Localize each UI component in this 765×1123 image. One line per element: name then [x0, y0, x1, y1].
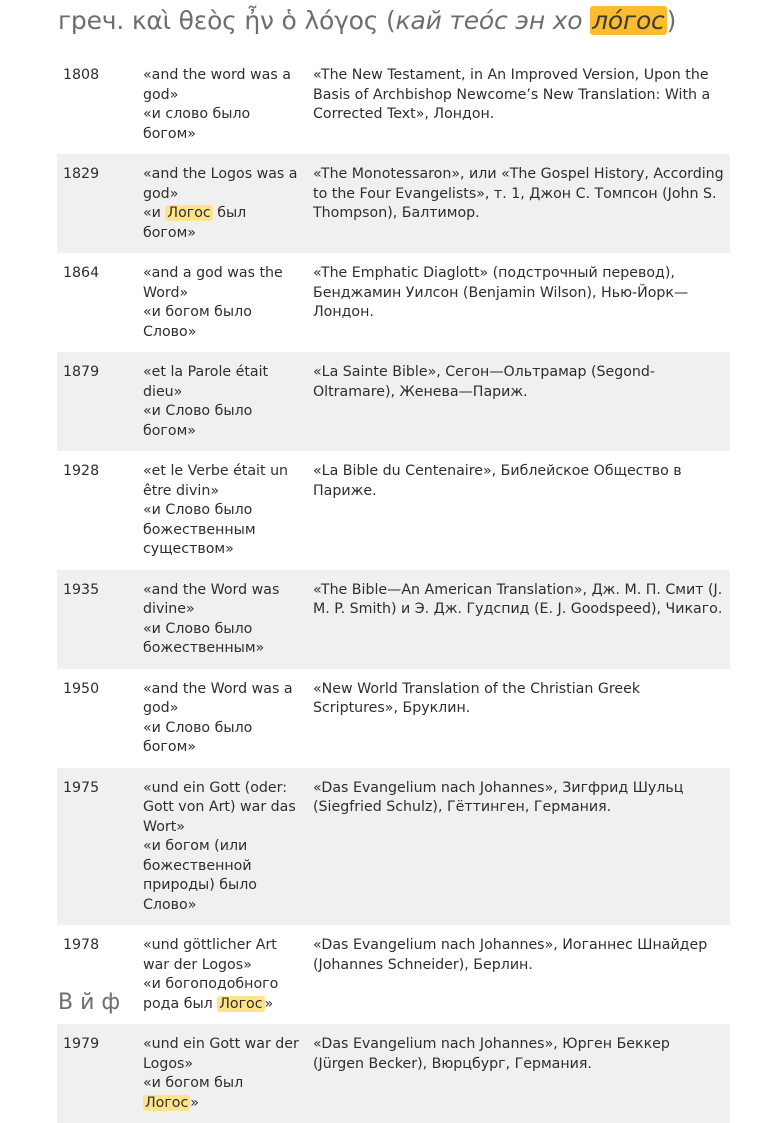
source-cell: «Das Evangelium nach Johannes», Юрген Беккер (Jürgen Becker), Вюрцбург, Германия. — [307, 1024, 730, 1123]
original-text: «und göttlicher Art war der Logos» — [143, 937, 277, 973]
russian-text: «и Слово было богом» — [143, 719, 253, 755]
original-text: «et la Parole était dieu» — [143, 364, 269, 400]
russian-text: «и Слово было божественным» — [143, 620, 265, 656]
original-text: «und ein Gott war der Logos» — [143, 1036, 299, 1072]
russian-text: «и богоподобного рода был — [143, 976, 279, 1012]
translation-cell — [137, 451, 307, 570]
translations-table — [57, 55, 730, 1123]
russian-translation — [143, 837, 301, 915]
source-cell: «La Sainte Bible», Сегон—Ольтрамар (Segond-Oltramare), Женева—Париж. — [307, 352, 730, 451]
translation-cell — [137, 352, 307, 451]
source-cell: «Das Evangelium nach Johannes», Зигфрид Шульц (Siegfried Schulz), Гёттинген, Германия. — [307, 768, 730, 926]
translation-cell — [137, 925, 307, 1024]
source-cell: «La Bible du Centenaire», Библейское Общество в Париже. — [313, 463, 682, 499]
russian-translation — [143, 620, 301, 659]
russian-text: «и богом было Слово» — [143, 304, 252, 340]
original-text: «and the Word was a god» — [143, 680, 293, 716]
translation-cell — [137, 55, 307, 154]
year-cell: 1829 — [57, 154, 137, 253]
logos-highlight: Логос — [145, 1094, 189, 1111]
table-row — [57, 925, 730, 1024]
russian-translation — [143, 303, 301, 342]
table-row — [57, 768, 730, 926]
russian-translation — [143, 402, 301, 441]
russian-translation — [143, 105, 301, 144]
translation-cell — [137, 1024, 307, 1123]
table-row — [57, 669, 730, 768]
translation-cell — [137, 570, 307, 669]
russian-text: «и богом (или божественной природы) было Слово» — [143, 838, 257, 913]
original-text: «and the Word was divine» — [143, 581, 280, 617]
year-cell: 1935 — [57, 570, 137, 669]
russian-text-end: » — [264, 995, 274, 1012]
russian-translation — [143, 1074, 301, 1113]
year-cell: 1979 — [57, 1024, 137, 1123]
year-cell: 1808 — [63, 67, 100, 83]
original-text: «and a god was the Word» — [143, 265, 283, 301]
russian-text: «и Слово было богом» — [143, 403, 253, 439]
year-cell: 1978 — [63, 937, 100, 953]
translation-cell — [137, 768, 307, 926]
table-row — [57, 154, 730, 253]
table-row — [57, 55, 730, 154]
russian-translation — [143, 719, 301, 758]
russian-translation — [143, 975, 301, 1014]
russian-text: «и Слово было божественным существом» — [143, 502, 256, 557]
translation-cell — [137, 154, 307, 253]
year-cell: 1879 — [57, 352, 137, 451]
source-cell: «The Bible—An American Translation», Дж. М. П. Смит (J. M. P. Smith) и Э. Дж. Гудспид (E. J. Goodspeed), Чикаго. — [307, 570, 730, 669]
table-row — [57, 253, 730, 352]
table-row — [57, 1024, 730, 1123]
logos-highlight: Логос — [219, 995, 263, 1012]
russian-translation — [143, 204, 301, 243]
translation-cell — [137, 669, 307, 768]
year-cell: 1928 — [63, 463, 100, 479]
source-cell: «Das Evangelium nach Johannes», Иоганнес Шнайдер (Johannes Schneider), Берлин. — [313, 937, 708, 973]
russian-text-end: был богом» — [143, 205, 247, 241]
page-title — [58, 2, 676, 40]
source-cell: «The New Testament, in An Improved Version, Upon the Basis of Archbishop Newcome’s New Translation: With a Corrected Text», Лондон. — [313, 67, 711, 122]
cut-off-heading: В й ф — [58, 990, 121, 1015]
original-text: «and the Logos was a god» — [143, 166, 298, 202]
russian-text: «и богом был — [143, 1075, 244, 1091]
year-cell: 1864 — [63, 265, 100, 281]
year-cell: 1950 — [63, 680, 100, 697]
original-text: «and the word was a god» — [143, 67, 291, 103]
title-greek: греч. καὶ θεὸς ἦν ὁ λόγος ( — [58, 6, 396, 35]
table-row — [57, 570, 730, 669]
source-cell: «The Monotessaron», или «The Gospel History, According to the Four Evangelists», т. 1, Джон С. Томпсон (John S. Thompson), Балтимор. — [307, 154, 730, 253]
russian-text: «и — [143, 205, 166, 221]
table-row — [57, 352, 730, 451]
source-cell: «New World Translation of the Christian Greek Scriptures», Бруклин. — [313, 680, 641, 716]
russian-text: «и слово было богом» — [143, 106, 251, 142]
translation-cell — [137, 253, 307, 352]
title-highlight: лóгос — [592, 6, 665, 35]
original-text: «et le Verbe était un être divin» — [143, 463, 289, 499]
year-cell: 1975 — [57, 768, 137, 926]
title-close: ) — [666, 6, 677, 35]
original-text: «und ein Gott (oder: Gott von Art) war das Wort» — [143, 779, 296, 835]
russian-translation — [143, 501, 301, 560]
russian-text-end: » — [190, 1094, 199, 1111]
source-cell: «The Emphatic Diaglott» (подстрочный перевод), Бенджамин Уилсон (Benjamin Wilson), Нью-Йорк—Лондон. — [313, 265, 689, 320]
title-transliteration: кай теóс эн хо — [395, 6, 591, 35]
logos-highlight: Логос — [167, 205, 211, 221]
table-row — [57, 451, 730, 570]
